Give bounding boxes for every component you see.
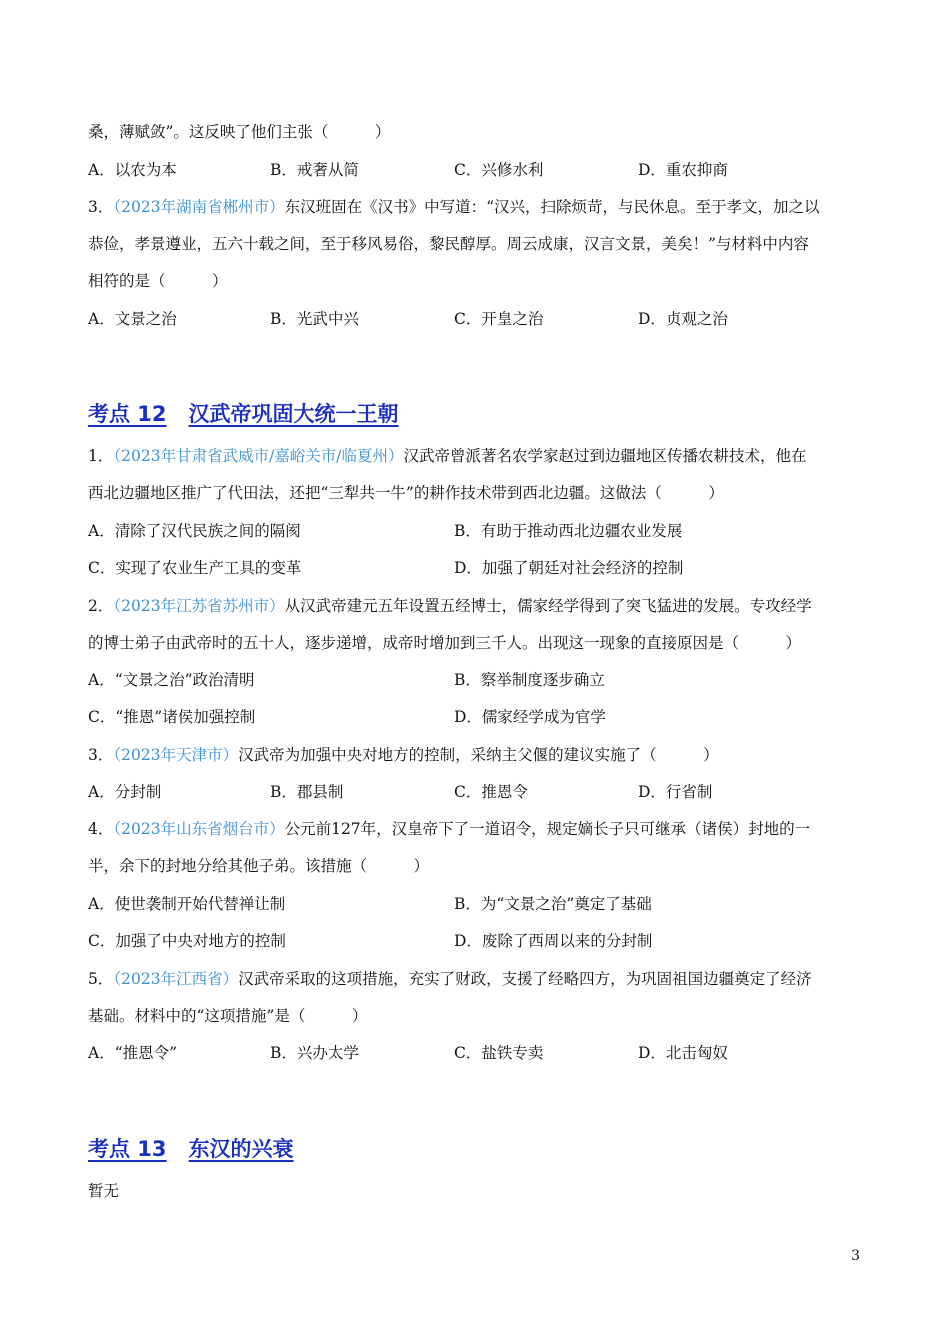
option-a: A．清除了汉代民族之间的隔阂 <box>88 522 301 540</box>
option-b: B．有助于推动西北边疆农业发展 <box>454 522 683 540</box>
question-3-line-1: 3．（2023年湖南省郴州市）东汉班固在《汉书》中写道：“汉兴，扫除烦苛，与民休息。至于孝文，加之以 <box>88 198 820 216</box>
prev-question-continuation: 桑，薄赋敛”。这反映了他们主张（ ） <box>88 123 391 141</box>
option-a: A．以农为本 <box>88 161 177 179</box>
option-c: C．实现了农业生产工具的变革 <box>88 559 302 577</box>
section-13-label: 考点 13 <box>88 1137 167 1161</box>
section-12-title: 汉武帝巩固大统一王朝 <box>188 402 399 426</box>
s12-question-5-line-1: 5．（2023年江西省）汉武帝采取的这项措施，充实了财政，支援了经略四方，为巩固祖国边疆奠定了经济 <box>88 970 812 988</box>
section-12-label: 考点 12 <box>88 402 167 426</box>
s12-question-2-line-1: 2．（2023年江苏省苏州市）从汉武帝建元五年设置五经博士，儒家经学得到了突飞猛进的发展。专攻经学 <box>88 597 812 615</box>
option-d: D．行省制 <box>638 783 713 801</box>
question-source: （2023年甘肃省武威市/嘉峪关市/临夏州） <box>113 447 404 465</box>
option-a: A．“文景之治”政治清明 <box>88 671 255 689</box>
option-a: A．分封制 <box>88 783 162 801</box>
question-3-line-3: 相符的是（ ） <box>88 272 228 290</box>
question-source: （2023年山东省烟台市） <box>113 820 285 838</box>
option-b: B．察举制度逐步确立 <box>454 671 605 689</box>
section-13-title: 东汉的兴衰 <box>188 1137 294 1161</box>
s12-question-1-line-1: 1．（2023年甘肃省武威市/嘉峪关市/临夏州）汉武帝曾派著名农学家赵过到边疆地区传播农耕技术，他在 <box>88 447 807 465</box>
option-b: B．郡县制 <box>270 783 344 801</box>
option-a: A．文景之治 <box>88 310 177 328</box>
option-d: D．重农抑商 <box>638 161 728 179</box>
question-source: （2023年湖南省郴州市） <box>113 198 285 216</box>
option-b: B．兴办太学 <box>270 1044 359 1062</box>
option-d: D．贞观之治 <box>638 310 728 328</box>
question-source: （2023年江苏省苏州市） <box>113 597 285 615</box>
option-c: C．开皇之治 <box>454 310 544 328</box>
option-b: B．戒奢从简 <box>270 161 359 179</box>
option-d: D．加强了朝廷对社会经济的控制 <box>454 559 684 577</box>
section-13-body: 暂无 <box>88 1182 120 1200</box>
option-c: C．“推恩”诸侯加强控制 <box>88 708 256 726</box>
option-b: B．光武中兴 <box>270 310 359 328</box>
option-c: C．盐铁专卖 <box>454 1044 544 1062</box>
option-c: C．推恩令 <box>454 783 528 801</box>
question-source: （2023年天津市） <box>113 746 239 764</box>
question-source: （2023年江西省） <box>113 970 239 988</box>
option-c: C．兴修水利 <box>454 161 544 179</box>
option-d: D．儒家经学成为官学 <box>454 708 606 726</box>
s12-question-2-line-2: 的博士弟子由武帝时的五十人，逐步递增，成帝时增加到三千人。出现这一现象的直接原因是（ ） <box>88 634 802 652</box>
s12-question-5-line-2: 基础。材料中的“这项措施”是（ ） <box>88 1007 368 1025</box>
section-13-heading <box>88 1133 294 1163</box>
page-number: 3 <box>851 1248 860 1264</box>
option-b: B．为“文景之治”奠定了基础 <box>454 895 652 913</box>
section-12-heading <box>88 398 399 428</box>
s12-question-4-line-2: 半，余下的封地分给其他子弟。该措施（ ） <box>88 857 430 875</box>
option-a: A．使世袭制开始代替禅让制 <box>88 895 286 913</box>
option-c: C．加强了中央对地方的控制 <box>88 932 286 950</box>
s12-question-1-line-2: 西北边疆地区推广了代田法，还把“三犁共一牛”的耕作技术带到西北边疆。这做法（ ） <box>88 484 724 502</box>
question-3-line-2: 恭俭，孝景遵业，五六十载之间，至于移风易俗，黎民醇厚。周云成康，汉言文景，美矣！”与材料中内容 <box>88 235 809 253</box>
s12-question-3-line-1: 3．（2023年天津市）汉武帝为加强中央对地方的控制，采纳主父偃的建议实施了（ ） <box>88 746 719 764</box>
s12-question-4-line-1: 4．（2023年山东省烟台市）公元前127年，汉皇帝下了一道诏令，规定嫡长子只可继承（诸侯）封地的一 <box>88 820 811 838</box>
option-a: A．“推恩令” <box>88 1044 178 1062</box>
option-d: D．北击匈奴 <box>638 1044 728 1062</box>
option-d: D．废除了西周以来的分封制 <box>454 932 653 950</box>
